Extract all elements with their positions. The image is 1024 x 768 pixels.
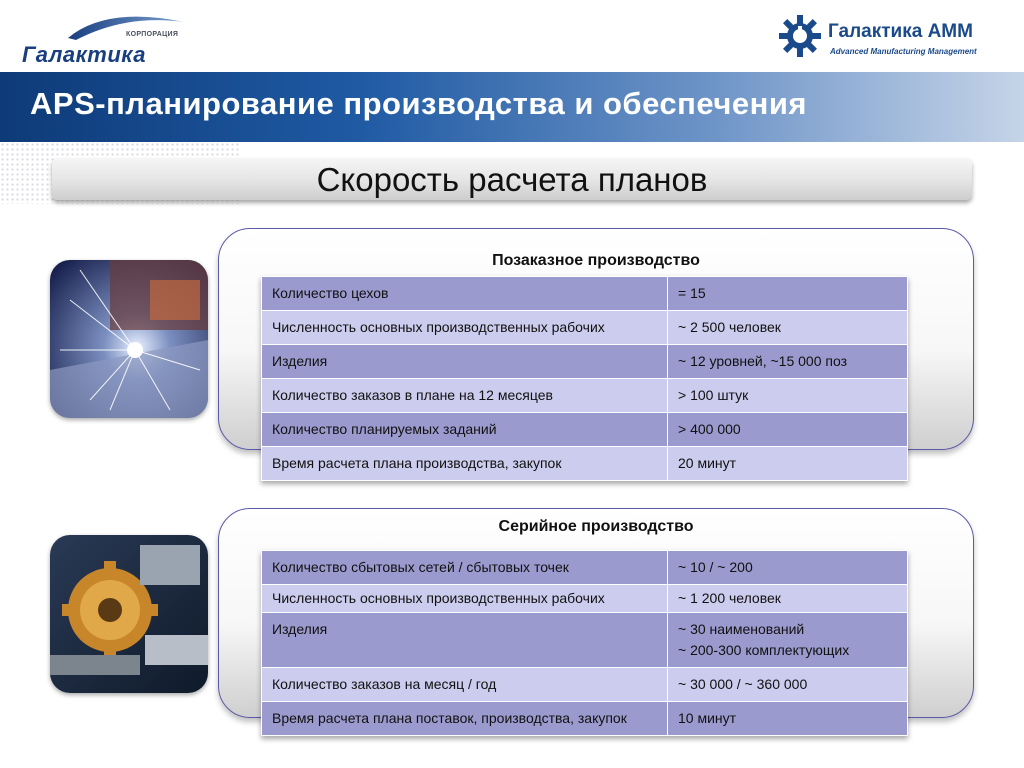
table-row xyxy=(262,447,908,481)
welding-photo xyxy=(50,260,208,418)
galaktika-amm-logo[interactable] xyxy=(778,14,1008,62)
table-row xyxy=(262,585,908,613)
table-row xyxy=(262,311,908,345)
galaktika-logo[interactable] xyxy=(22,10,182,66)
page-title: APS-планирование производства и обеспечения xyxy=(30,86,807,121)
gears-photo xyxy=(50,535,208,693)
row-value: ~ 30 000 / ~ 360 000 xyxy=(668,668,908,702)
row-value: ~ 1 200 человек xyxy=(668,585,908,613)
data-table-order-production xyxy=(261,276,908,481)
row-value: > 400 000 xyxy=(668,413,908,447)
row-label: Численность основных производственных рабочих xyxy=(262,311,668,345)
row-label: Время расчета плана производства, закупок xyxy=(262,447,668,481)
row-value xyxy=(668,613,908,668)
section-title: Позаказное производство xyxy=(492,252,700,269)
table-row xyxy=(262,551,908,585)
gear-logo-icon xyxy=(778,14,822,58)
table-row xyxy=(262,613,908,668)
row-label: Изделия xyxy=(262,345,668,379)
subtitle: Скорость расчета планов xyxy=(316,161,708,198)
row-value: = 15 xyxy=(668,277,908,311)
row-label: Количество цехов xyxy=(262,277,668,311)
row-value: > 100 штук xyxy=(668,379,908,413)
logo-amm-tagline: Advanced Manufacturing Management xyxy=(830,47,977,56)
row-label: Количество сбытовых сетей / сбытовых точек xyxy=(262,551,668,585)
row-value: 10 минут xyxy=(668,702,908,736)
table-row xyxy=(262,277,908,311)
row-label: Количество заказов в плане на 12 месяцев xyxy=(262,379,668,413)
row-value: ~ 10 / ~ 200 xyxy=(668,551,908,585)
table-row xyxy=(262,702,908,736)
subtitle-bar xyxy=(52,158,972,200)
row-label: Время расчета плана поставок, производства, закупок xyxy=(262,702,668,736)
title-bar xyxy=(0,72,1024,142)
logo-amm-name: Галактика АММ xyxy=(828,21,973,42)
row-label: Количество заказов на месяц / год xyxy=(262,668,668,702)
header xyxy=(0,0,1024,72)
row-value: ~ 12 уровней, ~15 000 поз xyxy=(668,345,908,379)
row-value-line: ~ 30 наименований xyxy=(678,621,805,637)
section-title: Серийное производство xyxy=(498,518,694,535)
row-value-line: ~ 200-300 комплектующих xyxy=(678,642,850,658)
table-row xyxy=(262,379,908,413)
data-table-serial-production xyxy=(261,550,908,736)
table-row xyxy=(262,345,908,379)
table-row xyxy=(262,668,908,702)
row-value: ~ 2 500 человек xyxy=(668,311,908,345)
row-value: 20 минут xyxy=(668,447,908,481)
table-row xyxy=(262,413,908,447)
row-label: Численность основных производственных рабочих xyxy=(262,585,668,613)
logo-small-text: КОРПОРАЦИЯ xyxy=(126,31,179,38)
row-label: Изделия xyxy=(262,613,668,668)
row-label: Количество планируемых заданий xyxy=(262,413,668,447)
logo-brand-text: Галактика xyxy=(22,42,146,67)
